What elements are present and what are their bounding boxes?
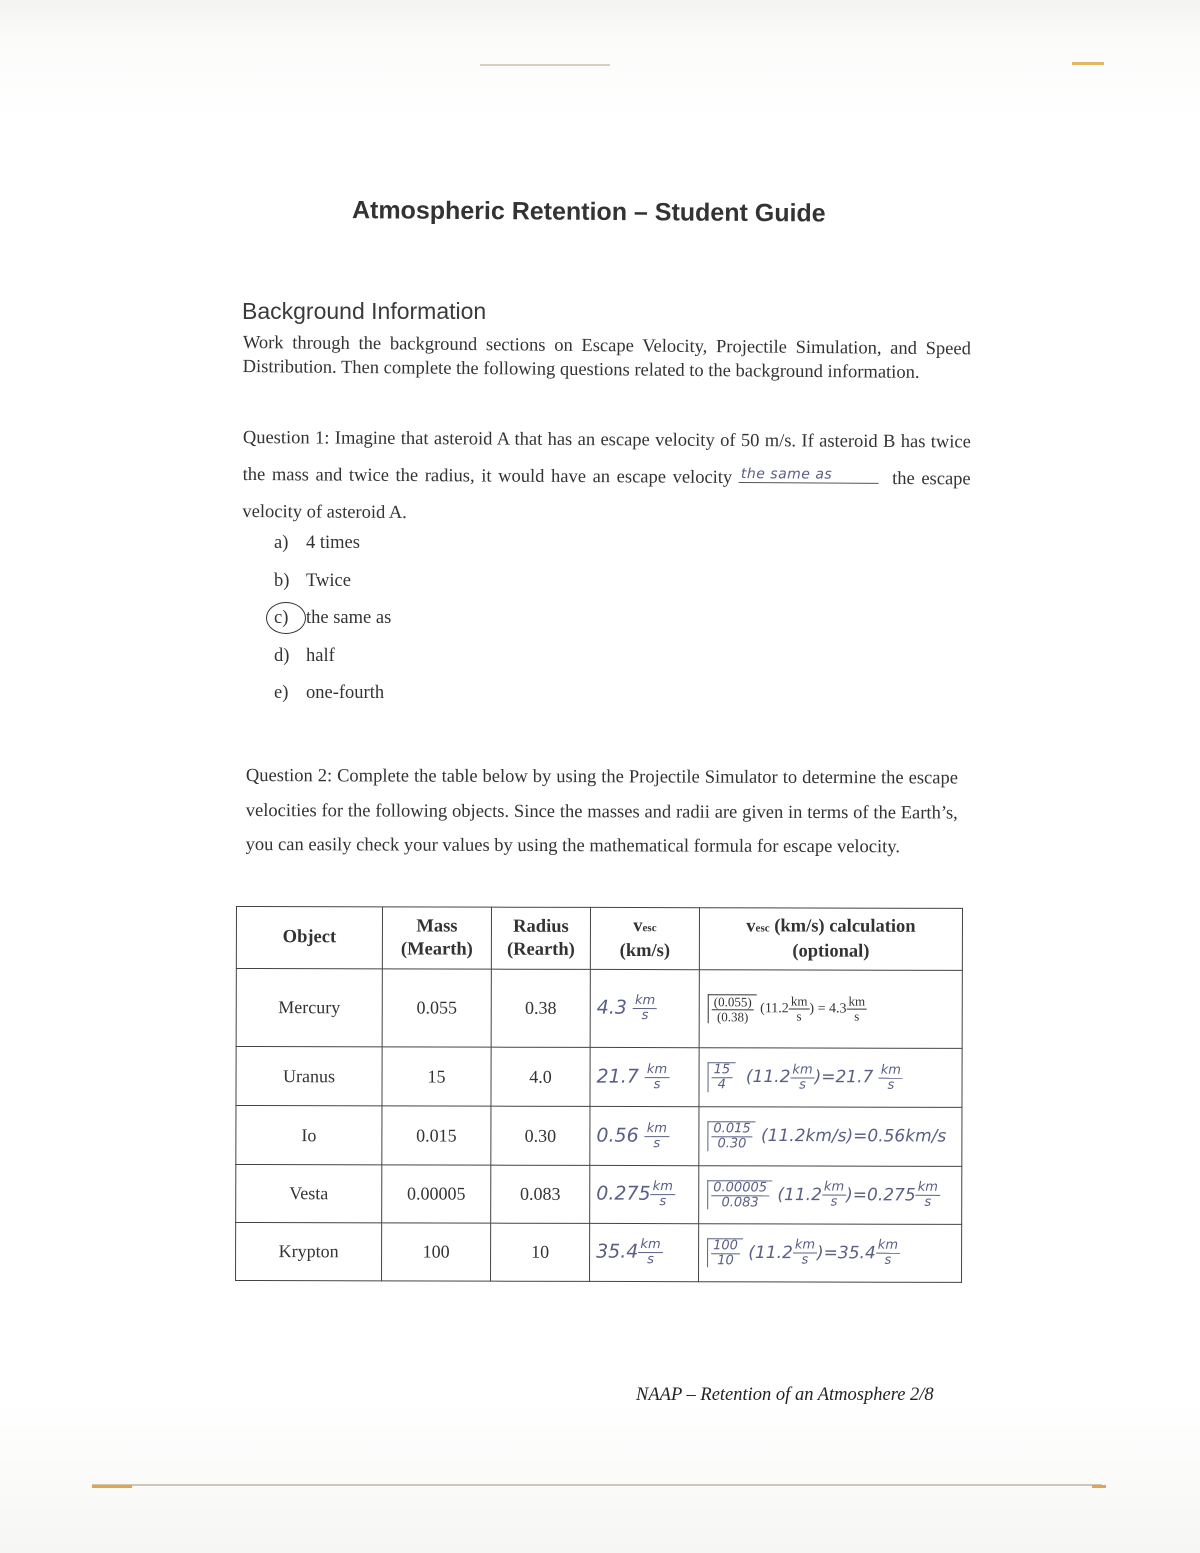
table-row	[236, 1047, 962, 1108]
table-row	[236, 1223, 962, 1283]
paper-edge-bottom-left-mark	[92, 1485, 132, 1488]
page-footer: NAAP – Retention of an Atmosphere 2/8	[636, 1385, 934, 1405]
cell-object: Uranus	[236, 1047, 382, 1106]
cell-calculation[interactable]: $\frac{0.015}{0.30}$ (11.2km/s)=0.56km/s	[699, 1107, 962, 1167]
cell-calculation[interactable]: $\frac{15}{4}$ (11.2 $\frac{km}{s}$ )=21.7 $\frac{km}{s}$	[699, 1048, 962, 1108]
question-2: Question 2: Complete the table below by using the Projectile Simulator to determine the escape velocities for the following objects. Since the masses and radii are given in terms of the Earth’s, you can easily check your values by using the mathematical formula for escape velocity.	[245, 765, 958, 858]
header-object: Object	[236, 907, 382, 969]
cell-radius: 4.0	[491, 1047, 590, 1106]
header-calculation: vesc (km/s) calculation (optional)	[699, 908, 962, 971]
cell-calculation[interactable]: $\frac{(0.055)}{(0.38)}$ (11.2 $\frac{km}{s}$ ) = 4.3 $\frac{km}{s}$	[699, 970, 962, 1049]
paper-edge-top	[480, 64, 610, 66]
option-a[interactable]: a) 4 times	[274, 533, 360, 553]
table-row	[236, 1165, 962, 1225]
cell-radius: 10	[491, 1223, 590, 1281]
cell-vesc[interactable]: 0.56 $\frac{km}{s}$	[590, 1106, 699, 1165]
table-header-row	[236, 907, 962, 971]
option-c-selected[interactable]: c) the same as	[274, 608, 391, 646]
header-radius: Radius (Rearth)	[491, 907, 590, 969]
cell-mass: 100	[382, 1223, 491, 1281]
paper-edge-bottom	[92, 1484, 1102, 1486]
cell-object: Io	[236, 1106, 382, 1165]
table-row	[236, 1106, 962, 1167]
option-b[interactable]: b) Twice	[274, 570, 351, 591]
escape-velocity-table	[235, 906, 963, 1283]
cell-radius: 0.083	[491, 1165, 590, 1223]
cell-calculation[interactable]: $\frac{0.00005}{0.083}$ (11.2 $\frac{km}{s}$ )=0.275 $\frac{km}{s}$	[699, 1166, 962, 1225]
header-mass: Mass (Mearth)	[382, 907, 491, 969]
cell-vesc[interactable]: 21.7 $\frac{km}{s}$	[590, 1047, 699, 1106]
paper-edge-top-right	[1072, 62, 1104, 65]
question-1	[242, 420, 971, 535]
answer-blank[interactable]	[739, 460, 879, 484]
cell-mass: 0.055	[382, 969, 491, 1047]
option-e[interactable]: e) one-fourth	[274, 683, 385, 703]
handwritten-answer: the same as	[740, 466, 833, 483]
background-paragraph: Work through the background sections on Escape Velocity, Projectile Simulation, and Speed Distribution. Then complete the following questions related to the background information.	[242, 332, 971, 383]
cell-object: Krypton	[236, 1223, 382, 1281]
cell-radius: 0.38	[491, 969, 590, 1047]
header-vesc: vesc (km/s)	[590, 907, 699, 969]
selection-circle	[266, 602, 306, 634]
paper-edge-bottom-right-mark	[1092, 1485, 1106, 1488]
cell-calculation[interactable]: $\frac{100}{10}$ (11.2 $\frac{km}{s}$ )=35.4 $\frac{km}{s}$	[699, 1224, 962, 1283]
question-1-prompt: Question 1: Imagine that asteroid A that has an escape velocity of 50 m/s. If asteroid B has twice the mass and twice the radius, it would have an escape velocity	[242, 427, 971, 488]
cell-object: Mercury	[236, 969, 382, 1047]
page-title: Atmospheric Retention – Student Guide	[351, 196, 826, 228]
cell-object: Vesta	[236, 1165, 382, 1223]
question-1-options	[274, 533, 391, 721]
cell-vesc[interactable]: 0.275 $\frac{km}{s}$	[590, 1165, 699, 1223]
cell-mass: 15	[382, 1047, 491, 1106]
cell-vesc[interactable]: 35.4 $\frac{km}{s}$	[590, 1223, 699, 1281]
cell-radius: 0.30	[491, 1106, 590, 1165]
table-row	[236, 969, 962, 1049]
cell-mass: 0.015	[382, 1106, 491, 1165]
cell-mass: 0.00005	[382, 1165, 491, 1223]
question-1-prompt-end: the escape velocity of asteroid A.	[242, 468, 971, 524]
section-heading: Background Information	[242, 298, 487, 324]
cell-vesc[interactable]: 4.3 $\frac{km}{s}$	[590, 969, 699, 1047]
option-d[interactable]: d) half	[274, 645, 335, 666]
